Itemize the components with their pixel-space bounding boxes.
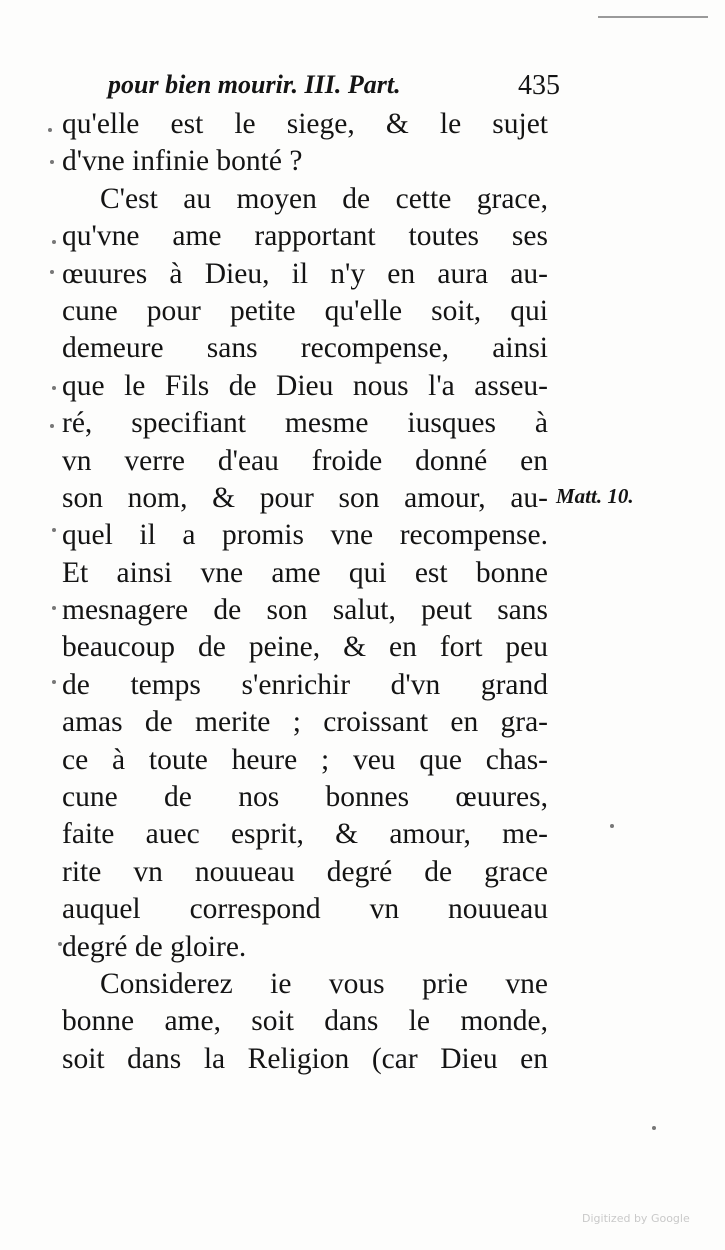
text-line: C'est au moyen de cette grace,: [100, 182, 548, 215]
text-line: beaucoup de peine, & en fort peu: [62, 631, 548, 664]
left-margin-speck: [58, 942, 62, 946]
text-line: qu'vne ame rapportant toutes ses: [62, 220, 548, 253]
left-margin-speck: [48, 128, 52, 132]
left-margin-speck: [52, 680, 56, 684]
text-line: auquel correspond vn nouueau: [62, 893, 548, 926]
text-line: amas de merite ; croissant en gra-: [62, 706, 548, 739]
text-line: quel il a promis vne recompense.: [62, 519, 548, 552]
right-margin-speck: [652, 1126, 656, 1130]
text-line: cune de nos bonnes œuures,: [62, 781, 548, 814]
running-header: [108, 70, 560, 106]
body-text: [62, 106, 548, 1078]
left-margin-speck: [50, 424, 54, 428]
running-title: pour bien mourir. III. Part.: [108, 70, 401, 99]
text-line: mesnagere de son salut, peut sans: [62, 594, 548, 627]
text-line: que le Fils de Dieu nous l'a asseu-: [62, 369, 548, 402]
left-margin-speck: [52, 606, 56, 610]
text-line: bonne ame, soit dans le monde,: [62, 1005, 548, 1038]
text-line: ce à toute heure ; veu que chas-: [62, 743, 548, 776]
margin-reference: Matt. 10.: [556, 484, 634, 508]
page-number: 435: [518, 70, 560, 101]
left-margin-speck: [50, 160, 54, 164]
text-line: Et ainsi vne ame qui est bonne: [62, 556, 548, 589]
scan-watermark: Digitized by Google: [582, 1212, 690, 1225]
top-rule: [598, 16, 708, 18]
text-line: de temps s'enrichir d'vn grand: [62, 668, 548, 701]
text-line: cune pour petite qu'elle soit, qui: [62, 294, 548, 327]
text-line: rite vn nouueau degré de grace: [62, 855, 548, 888]
text-line: qu'elle est le siege, & le sujet: [62, 108, 548, 140]
text-line: demeure sans recompense, ainsi: [62, 332, 548, 365]
text-line: vn verre d'eau froide donné en: [62, 444, 548, 477]
text-line: son nom, & pour son amour, au-: [62, 481, 548, 514]
text-line: d'vne infinie bonté ?: [62, 145, 303, 178]
text-line: Considerez ie vous prie vne: [100, 967, 548, 1000]
left-margin-speck: [52, 528, 56, 532]
text-line: faite auec esprit, & amour, me-: [62, 818, 548, 851]
text-line: degré de gloire.: [62, 930, 247, 963]
text-line: œuures à Dieu, il n'y en aura au-: [62, 257, 548, 290]
left-margin-speck: [52, 240, 56, 244]
left-margin-speck: [50, 270, 54, 274]
text-line: ré, specifiant mesme iusques à: [62, 407, 548, 440]
text-line: soit dans la Religion (car Dieu en: [62, 1042, 548, 1075]
right-margin-speck: [610, 824, 614, 828]
left-margin-speck: [52, 386, 56, 390]
